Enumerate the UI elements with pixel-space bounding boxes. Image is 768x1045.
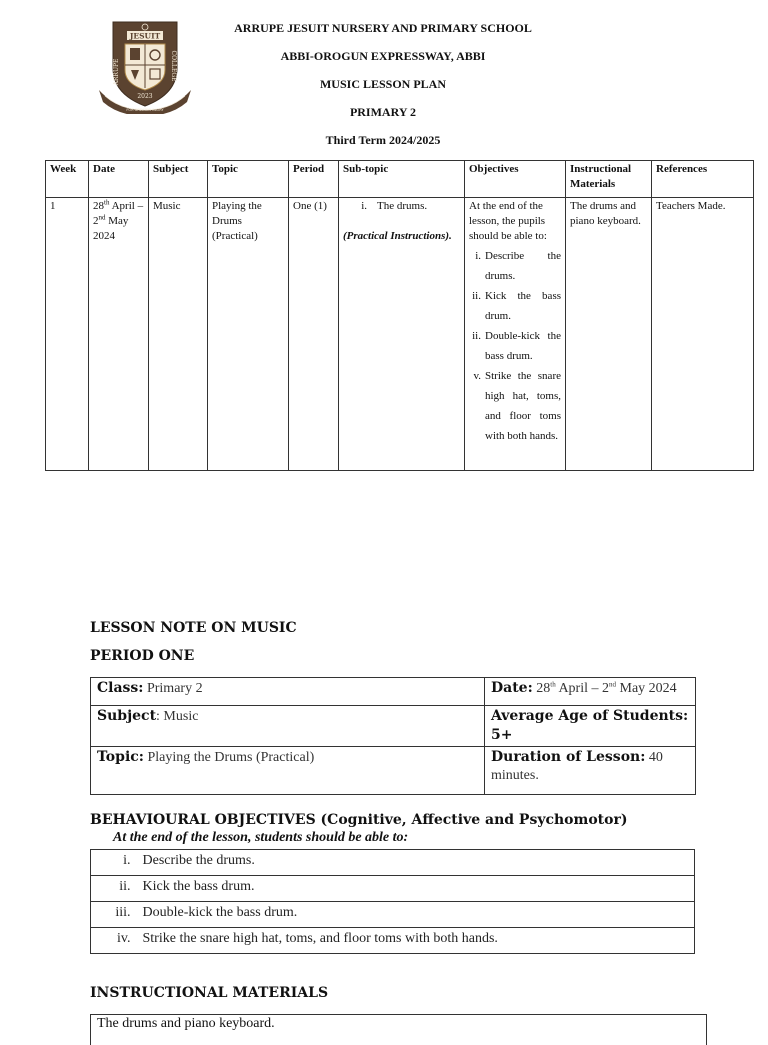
instructional-materials-title: INSTRUCTIONAL MATERIALS: [90, 985, 329, 1001]
cell-materials: The drums and piano keyboard.: [566, 198, 652, 471]
instructional-materials-text: The drums and piano keyboard.: [97, 1016, 275, 1031]
plan-header-row: [46, 161, 754, 198]
subtopic-note: (Practical Instructions).: [343, 230, 452, 242]
term-label: Third Term 2024/2025: [325, 133, 441, 147]
cell-subtopic: [339, 198, 465, 471]
svg-text:COLLEGE: COLLEGE: [170, 50, 177, 82]
header-subject: Subject: [149, 161, 208, 198]
objective-item: ii. Double-kick the bass drum.: [472, 330, 561, 362]
cell-topic: Playing the Drums (Practical): [208, 198, 289, 471]
class-level: PRIMARY 2: [349, 105, 417, 119]
subtopic-text: The drums.: [377, 200, 428, 212]
objectives-intro: At the end of the lesson, the pupils should be able to:: [469, 200, 547, 242]
document-title: MUSIC LESSON PLAN: [319, 77, 447, 91]
objective-item: v. Strike the snare high hat, toms, and floor toms with both hands.: [473, 370, 561, 442]
class-cell: Class: Primary 2: [91, 678, 485, 706]
objective-item: i. Describe the drums.: [475, 250, 561, 282]
svg-text:ARRUPE: ARRUPE: [113, 58, 120, 86]
header-subtopic: Sub-topic: [339, 161, 465, 198]
subject-cell: Subject: Music: [91, 706, 485, 747]
info-row: [91, 706, 696, 747]
lesson-plan-table: [45, 160, 754, 471]
header-topic: Topic: [208, 161, 289, 198]
objective-row: ii. Kick the bass drum.: [91, 876, 695, 902]
duration-cell: Duration of Lesson: 40 minutes.: [485, 747, 696, 795]
svg-text:JESUIT: JESUIT: [129, 31, 161, 41]
objective-row: iii. Double-kick the bass drum.: [91, 902, 695, 928]
header-instructional-materials: Instructional Materials: [566, 161, 652, 198]
header-objectives: Objectives: [465, 161, 566, 198]
behavioural-objectives-subtitle: At the end of the lesson, students should be able to:: [113, 830, 409, 845]
lesson-info-table: [90, 677, 696, 795]
header-week: Week: [46, 161, 89, 198]
info-row: [91, 678, 696, 706]
objectives-list: [469, 246, 561, 446]
objective-item: ii. Kick the bass drum.: [472, 290, 561, 322]
school-address: ABBI-OROGUN EXPRESSWAY, ABBI: [280, 49, 486, 63]
school-crest-logo: [97, 18, 193, 114]
subtopic-number: i.: [361, 200, 367, 212]
header-references: References: [652, 161, 754, 198]
svg-text:2023: 2023: [137, 93, 153, 100]
instructional-materials-box: [90, 1014, 707, 1045]
school-name: ARRUPE JESUIT NURSERY AND PRIMARY SCHOOL: [234, 21, 532, 35]
cell-references: Teachers Made.: [652, 198, 754, 471]
cell-subject: Music: [149, 198, 208, 471]
header-period: Period: [289, 161, 339, 198]
header-date: Date: [89, 161, 149, 198]
objective-row: i. Describe the drums.: [91, 850, 695, 876]
objective-row: iv. Strike the snare high hat, toms, and floor toms with both hands.: [91, 928, 695, 954]
lesson-note-title: LESSON NOTE ON MUSIC: [90, 620, 297, 636]
cell-week: 1: [46, 198, 89, 471]
topic-cell: Topic: Playing the Drums (Practical): [91, 747, 485, 795]
age-cell: Average Age of Students: 5+: [485, 706, 696, 747]
info-row: [91, 747, 696, 795]
svg-text:FOR GREATER GLORY: FOR GREATER GLORY: [126, 108, 164, 112]
behavioural-objectives-table: [90, 849, 695, 954]
period-title: PERIOD ONE: [90, 648, 195, 664]
cell-objectives: [465, 198, 566, 471]
plan-row: [46, 198, 754, 471]
behavioural-objectives-title: BEHAVIOURAL OBJECTIVES (Cognitive, Affective and Psychomotor): [90, 812, 628, 828]
cell-period: One (1): [289, 198, 339, 471]
date-cell: Date: 28th April – 2nd May 2024: [485, 678, 696, 706]
cell-date: 28th April – 2nd May 2024: [89, 198, 149, 471]
